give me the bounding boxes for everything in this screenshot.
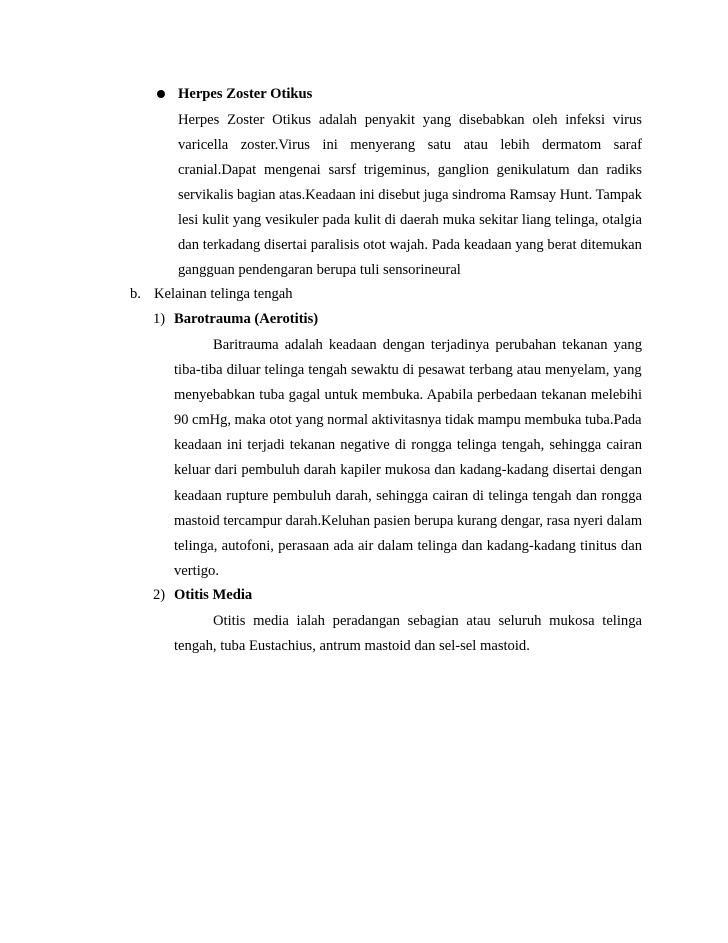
- herpes-line-5: lesi kulit yang vesikuler pada kulit di daerah muka sekitar liang telinga, otalgia: [178, 212, 642, 228]
- section-b-title: Kelainan telinga tengah: [154, 286, 293, 302]
- item-1-line-5: keadaan ini terjadi tekanan negative di rongga telinga tengah, sehingga cairan: [174, 437, 642, 453]
- item-2-line-1: Otitis media ialah peradangan sebagian atau seluruh mukosa telinga: [213, 613, 642, 629]
- item-1-line-4: 90 cmHg, maka otot yang normal aktivitasnya tidak mampu membuka tuba.Pada: [174, 412, 642, 428]
- item-1-title: Barotrauma (Aerotitis): [174, 311, 319, 327]
- item-1-line-9: telinga, autofoni, perasaan ada air dalam telinga dan kadang-kadang tinitus dan: [174, 538, 642, 554]
- herpes-line-1: Herpes Zoster Otikus adalah penyakit yang disebabkan oleh infeksi virus: [178, 112, 642, 128]
- item-1-line-3: menyebabkan tuba gagal untuk membuka. Apabila perbedaan tekanan melebihi: [174, 387, 642, 403]
- item-2-title: Otitis Media: [174, 587, 253, 603]
- herpes-line-7: gangguan pendengaran berupa tuli sensorineural: [178, 262, 461, 278]
- item-1-line-1: Baritrauma adalah keadaan dengan terjadinya perubahan tekanan yang: [213, 337, 642, 353]
- herpes-line-6: dan terkadang disertai paralisis otot wajah. Pada keadaan yang berat ditemukan: [178, 237, 642, 253]
- herpes-line-2: varicella zoster.Virus ini menyerang satu atau lebih dermatom saraf: [178, 137, 642, 153]
- item-2-line-2: tengah, tuba Eustachius, antrum mastoid dan sel-sel mastoid.: [174, 638, 530, 654]
- item-1-marker: 1): [153, 311, 166, 327]
- herpes-title: Herpes Zoster Otikus: [178, 86, 313, 102]
- item-1-line-6: keluar dari pembuluh darah kapiler mukosa dan kadang-kadang disertai dengan: [174, 462, 642, 478]
- item-1-line-2: tiba-tiba diluar telinga tengah sewaktu di pesawat terbang atau menyelam, yang: [174, 362, 642, 378]
- item-1-line-7: keadaan rupture pembuluh darah, sehingga cairan di telinga tengah dan rongga: [174, 488, 642, 504]
- bullet-dot: [157, 90, 165, 98]
- section-b-marker: b.: [130, 286, 141, 302]
- item-1-line-10: vertigo.: [174, 563, 219, 579]
- herpes-line-4: servikalis bagian atas.Keadaan ini disebut juga sindroma Ramsay Hunt. Tampak: [178, 187, 642, 203]
- item-1-line-8: mastoid tercampur darah.Keluhan pasien berupa kurang dengar, rasa nyeri dalam: [174, 513, 643, 529]
- herpes-line-3: cranial.Dapat mengenai sarsf trigeminus, ganglion genikulatum dan radiks: [178, 162, 642, 178]
- item-2-marker: 2): [153, 587, 166, 603]
